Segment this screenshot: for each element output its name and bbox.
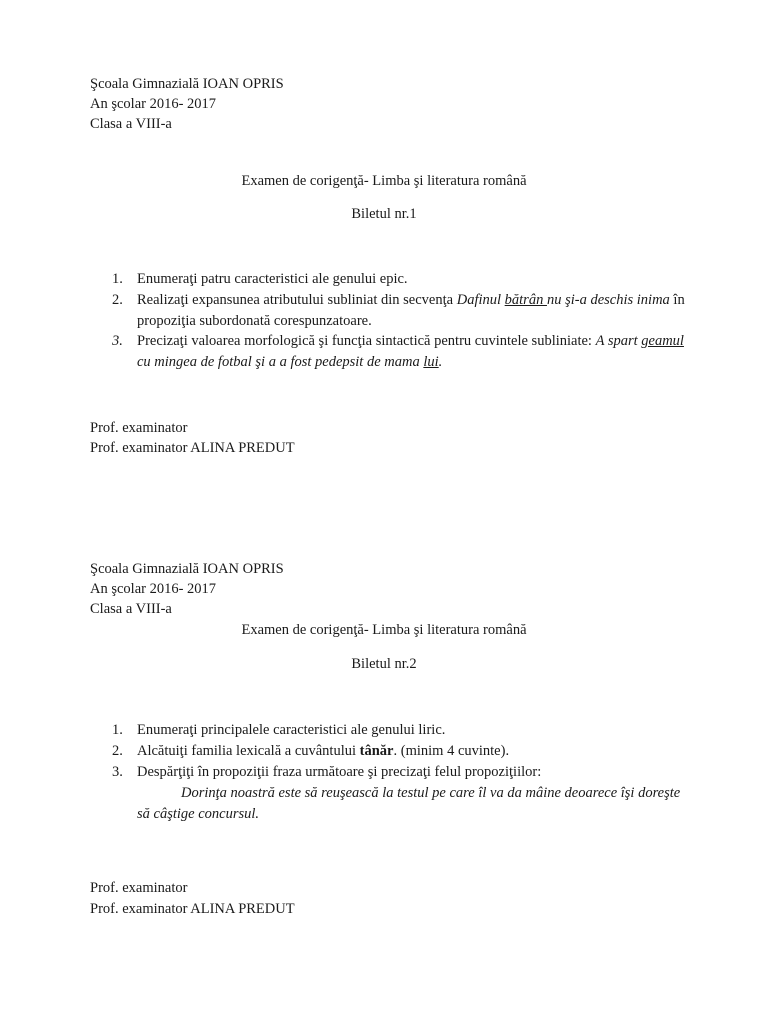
quote-text: cu mingea de fotbal şi a a fost pedepsit de mama bbox=[137, 354, 424, 370]
quote-text: Dafinul bbox=[456, 292, 505, 308]
school-name: Şcoala Gimnazială IOAN OPRIS bbox=[90, 76, 284, 92]
quote-text: nu şi-a deschis inima bbox=[546, 292, 670, 308]
examiner-label: Prof. examinator bbox=[90, 880, 188, 896]
underlined-word: lui bbox=[423, 354, 439, 370]
question-number: 1. bbox=[112, 271, 123, 287]
class-label: Clasa a VIII-a bbox=[90, 116, 172, 132]
question-number: 3. bbox=[112, 333, 123, 349]
question-number: 3. bbox=[112, 764, 123, 780]
underlined-word: bătrân bbox=[504, 292, 547, 308]
underlined-word: geamul bbox=[641, 333, 684, 349]
question-2-text: Alcătuiţi familia lexicală a cuvântului bbox=[137, 743, 360, 759]
examiner-label: Prof. examinator bbox=[90, 420, 188, 436]
question-2 bbox=[137, 290, 685, 310]
school-year: An şcolar 2016- 2017 bbox=[90, 581, 217, 597]
school-name: Şcoala Gimnazială IOAN OPRIS bbox=[90, 561, 284, 577]
question-2-text: în bbox=[669, 292, 685, 308]
question-3: Despărţiţi în propoziţii fraza următoare şi precizaţi felul propoziţiilor: bbox=[137, 764, 542, 780]
quote-text: A spart bbox=[595, 333, 642, 349]
question-number: 2. bbox=[112, 743, 123, 759]
quote-line-2: să câştige concursul. bbox=[137, 806, 260, 822]
exam-title: Examen de corigenţă- Limba şi literatura română bbox=[241, 622, 527, 638]
question-2 bbox=[137, 741, 509, 761]
question-3 bbox=[137, 331, 684, 351]
quote-line-1: Dorinţa noastră este să reuşească la testul pe care îl va da mâine deoarece îşi doreşte bbox=[181, 785, 681, 801]
ticket-number: Biletul nr.1 bbox=[351, 206, 417, 222]
question-number: 1. bbox=[112, 722, 123, 738]
question-3-line-2 bbox=[137, 352, 442, 372]
exam-title: Examen de corigenţă- Limba şi literatura română bbox=[241, 173, 527, 189]
school-year: An şcolar 2016- 2017 bbox=[90, 96, 217, 112]
question-3-text: Precizaţi valoarea morfologică şi funcţia sintactică pentru cuvintele subliniate: bbox=[137, 333, 596, 349]
question-1: Enumeraţi principalele caracteristici ale genului liric. bbox=[137, 722, 446, 738]
examiner-name: Prof. examinator ALINA PREDUT bbox=[90, 440, 295, 456]
bold-word: tânăr bbox=[359, 743, 394, 759]
examiner-name: Prof. examinator ALINA PREDUT bbox=[90, 901, 295, 917]
question-2-text: Realizaţi expansunea atributului subliniat din secvenţa bbox=[137, 292, 457, 308]
question-2-line-2: propoziţia subordonată corespunzatoare. bbox=[137, 313, 372, 329]
question-2-text: . (minim 4 cuvinte). bbox=[393, 743, 510, 759]
ticket-number: Biletul nr.2 bbox=[351, 656, 417, 672]
question-number: 2. bbox=[112, 292, 123, 308]
question-1: Enumeraţi patru caracteristici ale genului epic. bbox=[137, 271, 408, 287]
quote-text: . bbox=[438, 354, 443, 370]
class-label: Clasa a VIII-a bbox=[90, 601, 172, 617]
